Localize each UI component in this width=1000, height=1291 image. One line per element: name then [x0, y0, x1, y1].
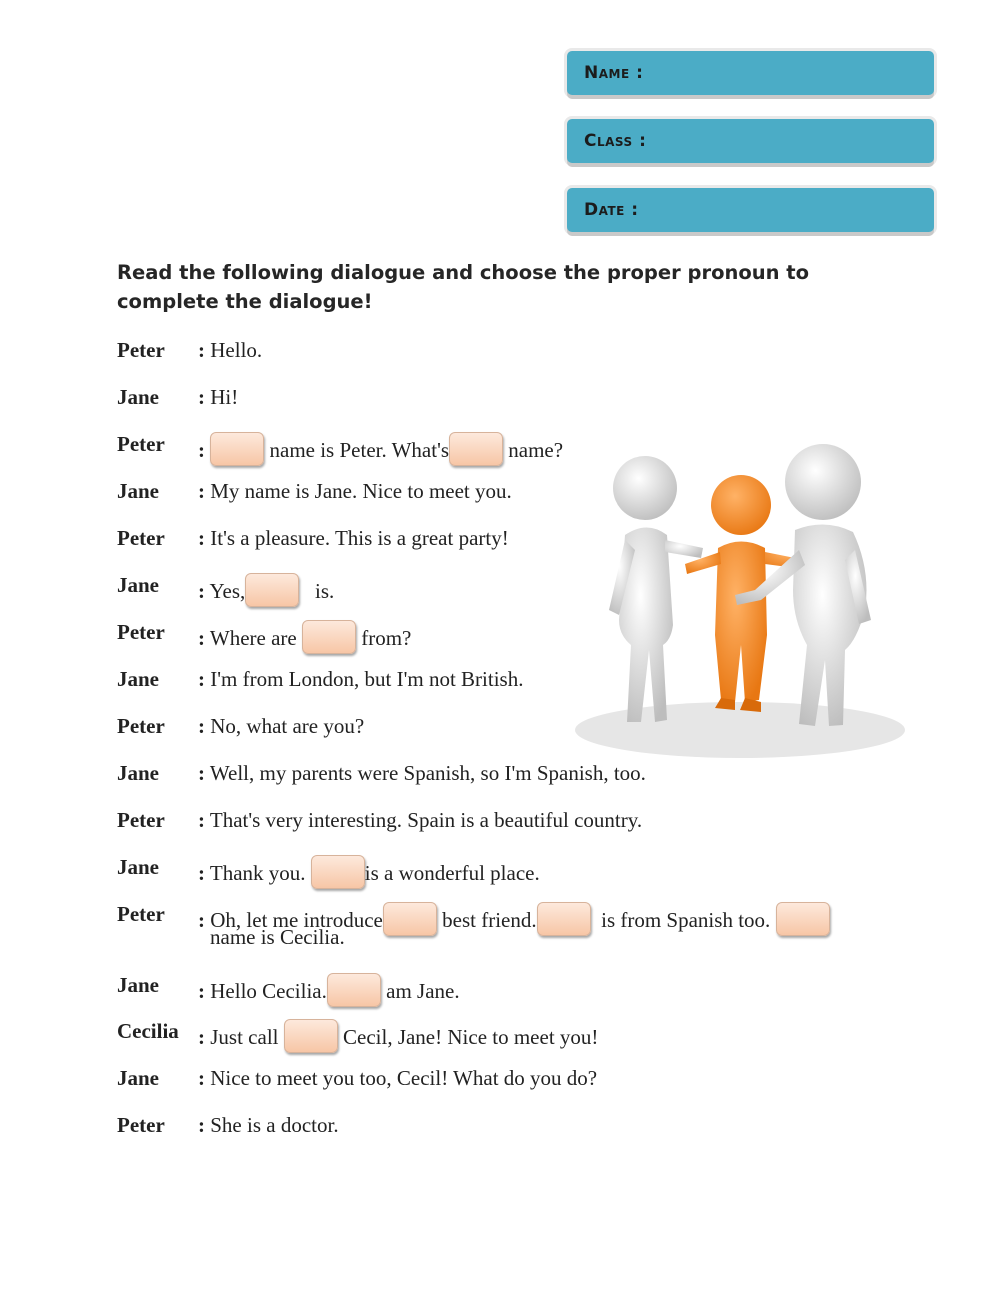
answer-blank[interactable] [245, 573, 299, 607]
dialogue-text: : That's very interesting. Spain is a beautiful country. [198, 808, 643, 832]
speaker-name: Jane [117, 1066, 159, 1090]
dialogue-text: : I'm from London, but I'm not British. [198, 667, 524, 691]
dialogue-text: : Hi! [198, 385, 239, 409]
speaker-name: Peter [117, 526, 165, 550]
speaker-name: Peter [117, 338, 165, 362]
dialogue-text: : No, what are you? [198, 714, 365, 738]
dialogue-text: : It's a pleasure. This is a great party! [198, 526, 509, 550]
dialogue-text: : Hello Cecilia. am Jane. [198, 973, 460, 1007]
answer-blank[interactable] [302, 620, 356, 654]
dialogue-text: : Hello. [198, 338, 263, 362]
speaker-name: Jane [117, 385, 159, 409]
answer-blank[interactable] [537, 902, 591, 936]
dialogue-text: : Where are from? [198, 620, 411, 654]
answer-blank[interactable] [327, 973, 381, 1007]
date-field[interactable] [567, 188, 934, 232]
answer-blank[interactable] [311, 855, 365, 889]
speaker-name: Peter [117, 432, 165, 456]
name-field[interactable] [567, 51, 934, 95]
answer-blank[interactable] [449, 432, 503, 466]
speaker-name: Peter [117, 620, 165, 644]
speaker-name: Peter [117, 902, 165, 926]
dialogue-text: : Oh, let me introduce best friend. is from Spanish too. [198, 902, 830, 936]
dialogue-text: : Nice to meet you too, Cecil! What do you do? [198, 1066, 598, 1090]
speaker-name: Jane [117, 573, 159, 597]
speaker-name: Jane [117, 761, 159, 785]
dialogue-text: : Well, my parents were Spanish, so I'm Spanish, too. [198, 761, 646, 785]
dialogue-text: : My name is Jane. Nice to meet you. [198, 479, 512, 503]
speaker-name: Jane [117, 479, 159, 503]
speaker-name: Peter [117, 808, 165, 832]
speaker-name: Jane [117, 667, 159, 691]
answer-blank[interactable] [210, 432, 264, 466]
speaker-name: Peter [117, 714, 165, 738]
class-label: Class : [584, 131, 647, 151]
instruction-text: Read the following dialogue and choose the proper pronoun to complete the dialogue! [117, 261, 810, 313]
dialogue-text: : Just call Cecil, Jane! Nice to meet you! [198, 1019, 598, 1053]
dialogue-text: : Thank you. is a wonderful place. [198, 855, 540, 889]
class-field[interactable] [567, 119, 934, 163]
answer-blank[interactable] [383, 902, 437, 936]
speaker-name: Peter [117, 1113, 165, 1137]
name-label: Name : [584, 63, 644, 83]
dialogue-text: : Yes, is. [198, 573, 334, 607]
speaker-name: Jane [117, 855, 159, 879]
answer-blank[interactable] [284, 1019, 338, 1053]
answer-blank[interactable] [776, 902, 830, 936]
speaker-name: Cecilia [117, 1019, 179, 1043]
dialogue-text: : name is Peter. What's name? [198, 432, 563, 466]
date-label: Date : [584, 200, 639, 220]
speaker-name: Jane [117, 973, 159, 997]
dialogue-text: : She is a doctor. [198, 1113, 339, 1137]
dialogue-continuation: name is Cecilia. [210, 925, 345, 949]
three-figures-greeting-icon [575, 440, 905, 770]
